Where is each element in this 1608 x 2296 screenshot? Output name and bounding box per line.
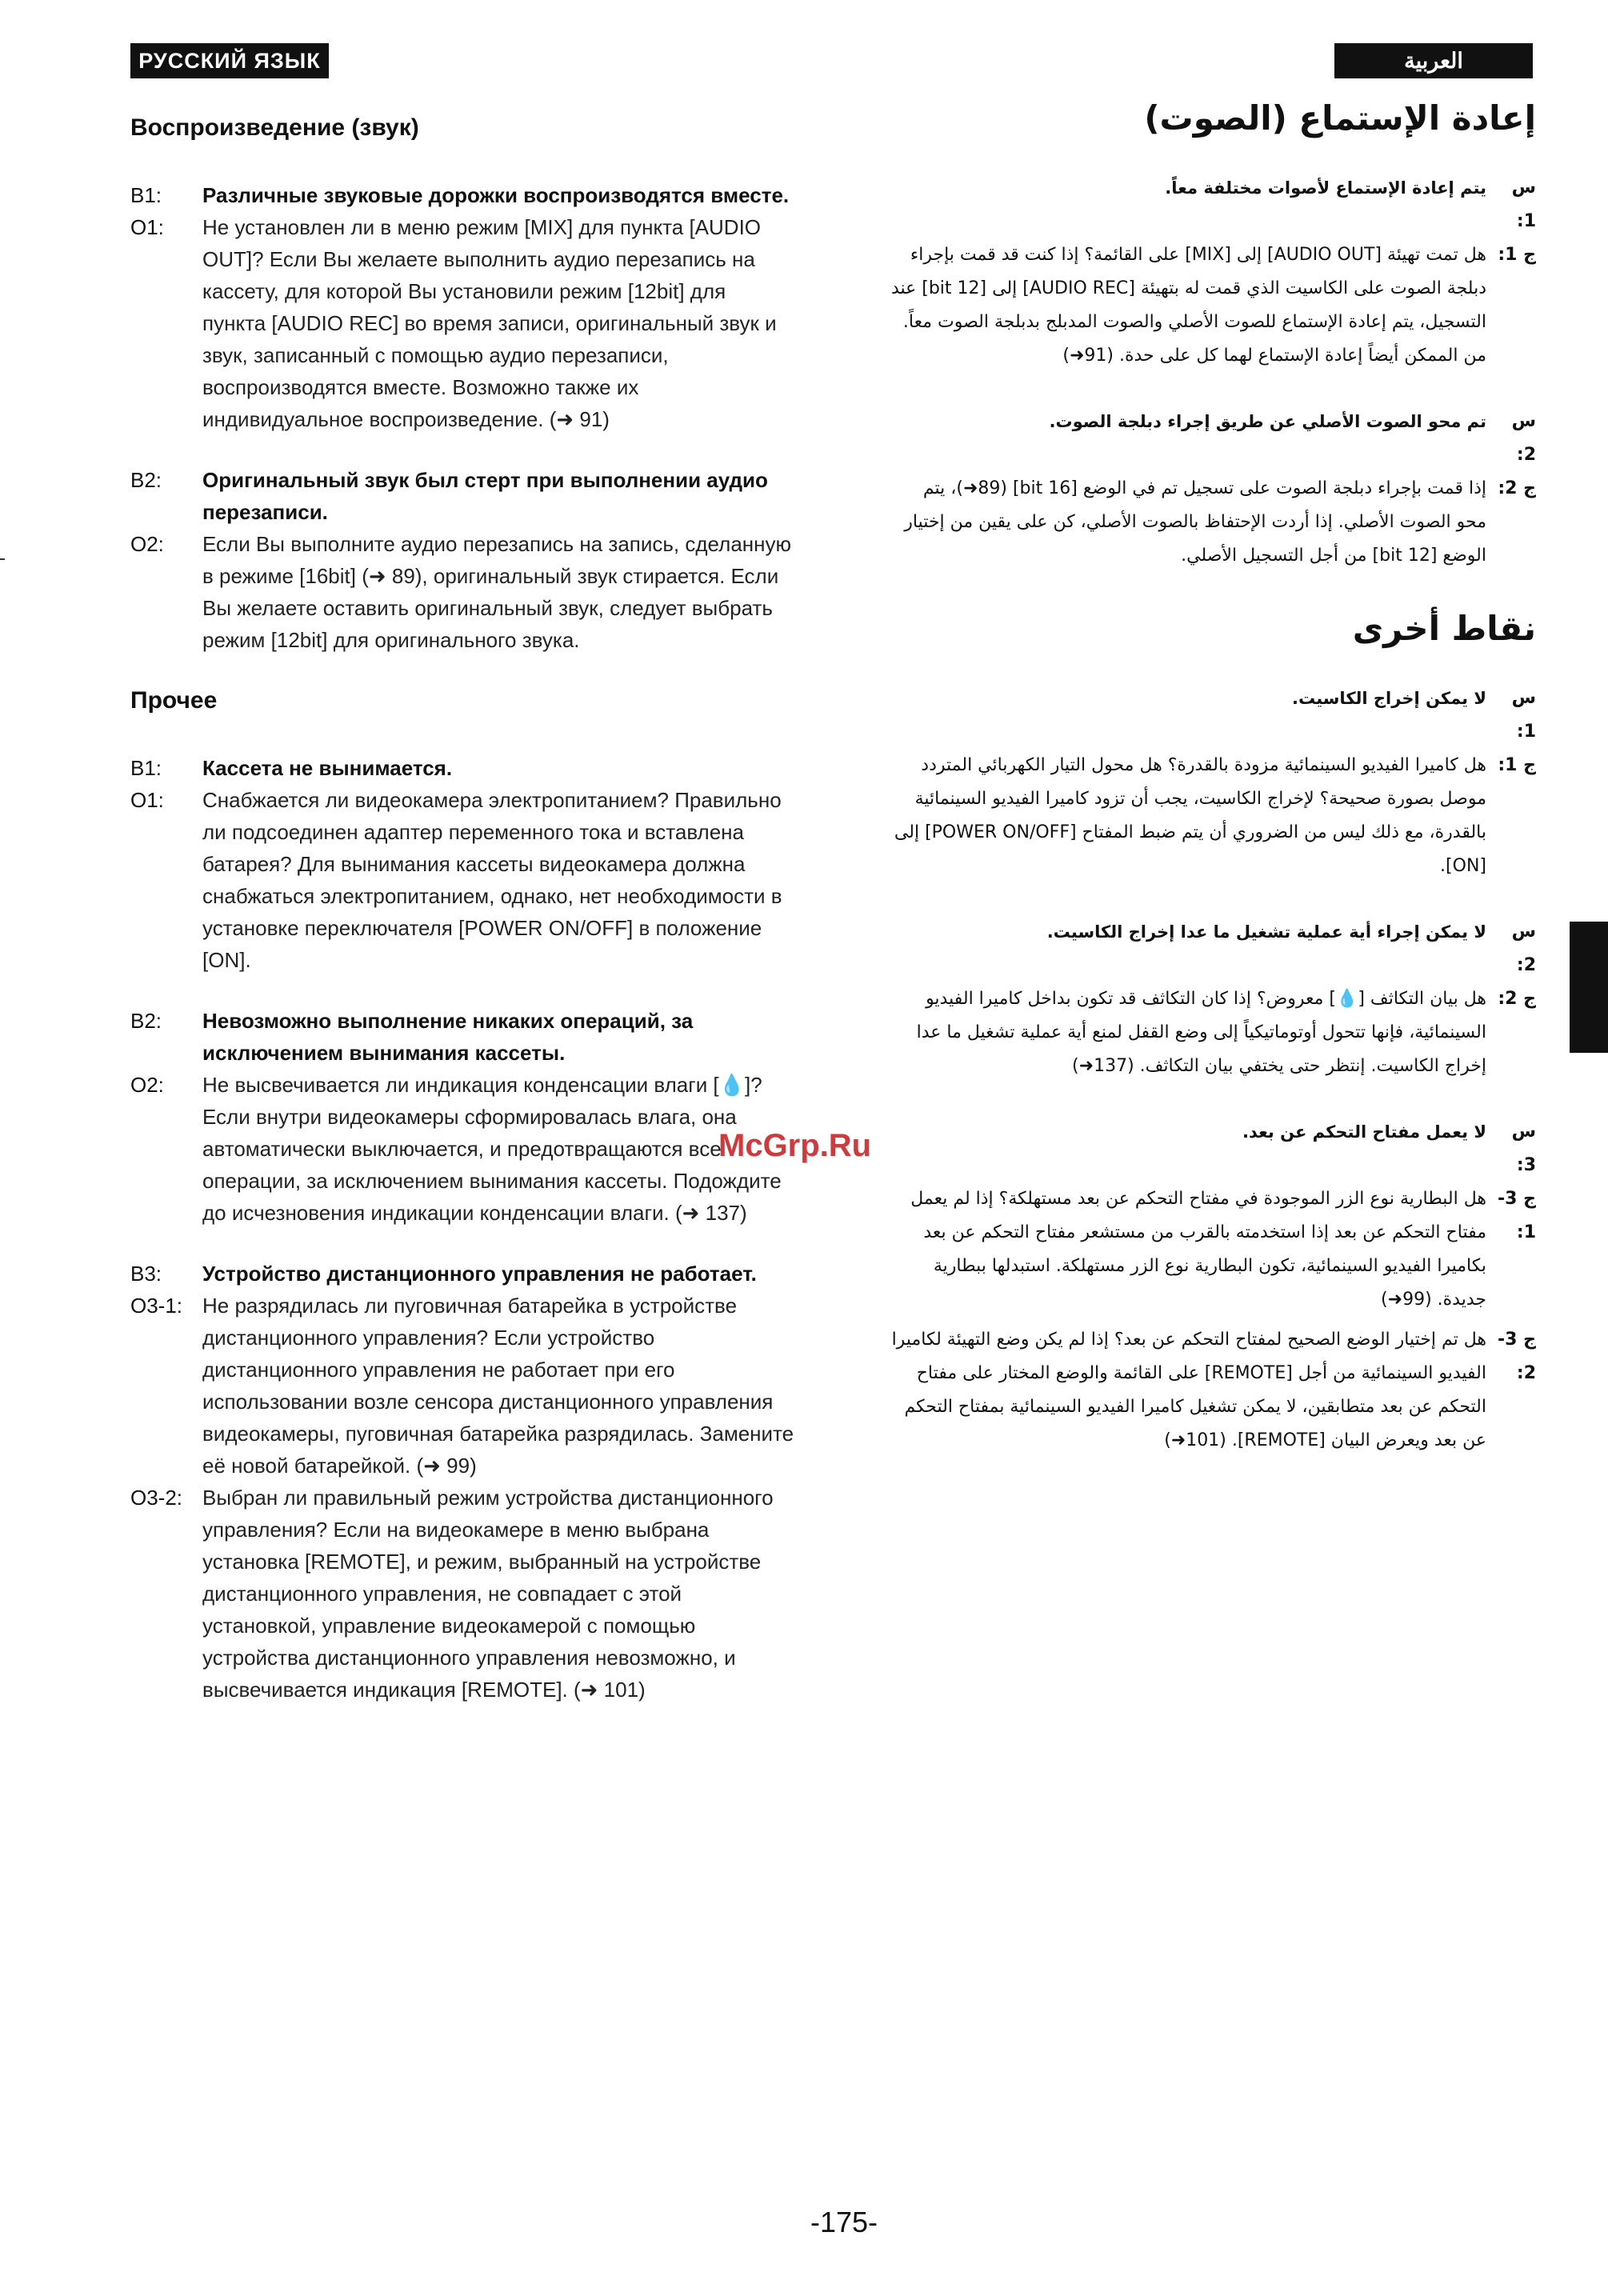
ru-answer-text: Если Вы выполните аудио перезапись на запись, сделанную в режиме [16bit] (➜ 89), оригинальный звук стирается. Если Вы желаете оставить оригинальный звук, следует выбрать режим [12bit] для оригинального звука. (202, 532, 791, 652)
ru-question (130, 1005, 794, 1069)
ru-question (130, 752, 794, 784)
watermark: McGrp.Ru (718, 1128, 872, 1163)
ar-answer-label: ج 3-2: (1498, 1330, 1536, 1383)
ru-question-label: B1: (130, 756, 162, 780)
ru-answer (130, 211, 794, 435)
ru-question-text: Кассета не вынимается. (202, 756, 453, 780)
ar-question-text: لا يمكن إخراج الكاسيت. (1292, 689, 1486, 708)
ru-question-label: B3: (130, 1262, 162, 1286)
ru-answer-label: O1: (130, 788, 164, 812)
ar-answer (888, 982, 1536, 1083)
arabic-column (888, 88, 1536, 1490)
ar-answer (888, 238, 1536, 373)
ar-question-text: لا يعمل مفتاح التحكم عن بعد. (1242, 1122, 1486, 1142)
ar-question-text: لا يمكن إجراء أية عملية تشغيل ما عدا إخراج الكاسيت. (1046, 922, 1486, 942)
ar-question-label: س 1: (1511, 688, 1536, 742)
russian-language-tab: РУССКИЙ ЯЗЫК (130, 43, 329, 78)
ar-answer-label: ج 1: (1498, 245, 1536, 265)
ar-question-label: س 1: (1511, 178, 1536, 231)
ru-question-text: Невозможно выполнение никаких операций, за исключением вынимания кассеты. (202, 1009, 694, 1065)
ru-answer (130, 1482, 794, 1706)
ru-question (130, 1258, 794, 1290)
ar-question (888, 1115, 1536, 1182)
ar-answer-text: إذا قمت بإجراء دبلجة الصوت على تسجيل تم في الوضع [16 bit] (89➜)، يتم محو الصوت الأصلي. إذا أردت الإحتفاظ بالصوت الأصلي، كن على يقين من إختيار الوضع [12 bit] من أجل التسجيل الأصلي. (904, 478, 1486, 566)
ar-question (888, 915, 1536, 982)
ar-answer-text: هل البطارية نوع الزر الموجودة في مفتاح التحكم عن بعد مستهلكة؟ إذا لم يعمل مفتاح التحكم عن بعد إذا استخدمته بالقرب من مستشعر مفتاح التحكم عن بعد بكاميرا الفيديو السينمائية، تكون البطارية نوع الزر مستهلكة. استبدلها ببطارية جديدة. (99➜) (910, 1189, 1486, 1310)
ru-answer-text: Не установлен ли в меню режим [MIX] для пункта [AUDIO OUT]? Если Вы желаете выполнить аудио перезапись на кассету, для которой Вы установили режим [12bit] для пункта [AUDIO REC] во время записи, оригинальный звук и звук, записанный с помощью аудио перезаписи, воспроизводятся вместе. Возможно также их индивидуальное воспроизведение. (➜ 91) (202, 215, 777, 431)
ru-section-title-other: Прочее (130, 687, 218, 714)
ru-answer-label: O2: (130, 532, 164, 556)
ru-answer-text: Не разрядилась ли пуговичная батарейка в устройстве дистанционного управления? Если устройство дистанционного управления не работает при его использовании возле сенсора дистанционного управления видеокамеры, пуговичная батарейка разрядилась. Замените её новой батарейкой. (➜ 99) (202, 1294, 794, 1478)
ru-answer-label: O1: (130, 215, 164, 239)
ru-question (130, 179, 794, 211)
ru-answer (130, 784, 794, 976)
ru-answer-label: O2: (130, 1073, 164, 1097)
ar-question (888, 682, 1536, 749)
ar-answer-label: ج 1: (1498, 755, 1536, 775)
ar-question-text: تم محو الصوت الأصلي عن طريق إجراء دبلجة الصوت. (1049, 412, 1486, 431)
ru-question-text: Оригинальный звук был стерт при выполнении аудио перезаписи. (202, 468, 768, 524)
margin-mark (0, 558, 5, 560)
ru-question-label: B2: (130, 1009, 162, 1033)
russian-column (130, 104, 794, 1734)
ar-answer (888, 1323, 1536, 1458)
ru-answer-text: Снабжается ли видеокамера электропитанием? Правильно ли подсоединен адаптер переменного тока и вставлена батарея? Для вынимания кассеты видеокамера должна снабжаться электропитанием, однако, нет необходимости в установке переключателя [POWER ON/OFF] в положение [ON]. (202, 788, 782, 972)
ar-question (888, 405, 1536, 472)
ar-answer-label: ج 2: (1498, 989, 1536, 1009)
ar-question-label: س 2: (1511, 411, 1536, 465)
ru-answer (130, 1290, 794, 1482)
ar-answer-text: هل تم إختيار الوضع الصحيح لمفتاح التحكم عن بعد؟ إذا لم يكن وضع التهيئة لكاميرا الفيديو السينمائية من أجل [REMOTE] على القائمة والوضع المختار على مفتاح التحكم عن بعد متطابقين، لا يمكن تشغيل كاميرا الفيديو السينمائية بمفتاح التحكم عن بعد ويعرض البيان [REMOTE]. (101➜) (891, 1330, 1486, 1450)
ru-answer-label: O3-1: (130, 1294, 183, 1318)
ar-answer-text: هل كاميرا الفيديو السينمائية مزودة بالقدرة؟ هل محول التيار الكهربائي المتردد موصل بصورة صحيحة؟ لإخراج الكاسيت، يجب أن تزود كاميرا الفيديو السينمائية بالقدرة، مع ذلك ليس من الضروري أن يتم ضبط المفتاح [POWER ON/OFF] إلى [ON]. (894, 755, 1486, 876)
ru-question-text: Различные звуковые дорожки воспроизводятся вместе. (202, 183, 790, 207)
ru-question-label: B1: (130, 183, 162, 207)
ru-answer-label: O3-2: (130, 1486, 183, 1510)
ar-answer-label: ج 2: (1498, 478, 1536, 498)
ru-question-text: Устройство дистанционного управления не работает. (202, 1262, 757, 1286)
ru-section-title-playback-sound: Воспроизведение (звук) (130, 114, 419, 141)
page-number: -175- (810, 2206, 878, 2238)
ar-question-label: س 2: (1511, 922, 1536, 975)
ar-section-title-other: نقاط أخرى (1352, 609, 1536, 648)
ar-question-label: س 3: (1511, 1122, 1536, 1175)
ru-answer (130, 1069, 794, 1229)
ar-answer-text: هل تمت تهيئة [AUDIO OUT] إلى [MIX] على القائمة؟ إذا كنت قد قمت بإجراء دبلجة الصوت على الكاسيت الذي قمت له بتهيئة [AUDIO REC] إلى [12 bit] عند التسجيل، يتم إعادة الإستماع للصوت الأصلي والصوت المدبلج بدبلجة الصوت معاً. من الممكن أيضاً إعادة الإستماع لهما كل على حدة. (91➜) (890, 245, 1486, 366)
ar-answer (888, 749, 1536, 883)
ar-answer (888, 472, 1536, 573)
ru-answer-text: Выбран ли правильный режим устройства дистанционного управления? Если на видеокамере в меню выбрана установка [REMOTE], и режим, выбранный на устройстве дистанционного управления, не совпадает с этой установкой, управление видеокамерой с помощью устройства дистанционного управления невозможно, и высвечивается индикация [REMOTE]. (➜ 101) (202, 1486, 774, 1702)
ar-question-text: يتم إعادة الإستماع لأصوات مختلفة معاً. (1165, 178, 1486, 198)
ru-question (130, 464, 794, 528)
ar-question (888, 171, 1536, 238)
edge-index-tab (1570, 922, 1608, 1053)
ru-question-label: B2: (130, 468, 162, 492)
ar-answer-text: هل بيان التكاثف [💧] معروض؟ إذا كان التكاثف قد تكون بداخل كاميرا الفيديو السينمائية، فإنها تتحول أوتوماتيكياً إلى وضع القفل لمنع أية عملية تشغيل ما عدا إخراج الكاسيت. إنتظر حتى يختفي بيان التكاثف. (137➜) (916, 989, 1486, 1076)
ar-answer (888, 1182, 1536, 1317)
ar-answer-label: ج 3-1: (1498, 1189, 1536, 1242)
arabic-language-tab: العربية (1334, 43, 1533, 78)
ru-answer (130, 528, 794, 656)
ru-answer-text: Не высвечивается ли индикация конденсации влаги [💧]? Если внутри видеокамеры сформировалась влага, она автоматически выключается, и предотвращаются все операции, за исключением вынимания кассеты. Подождите до исчезновения индикации конденсации влаги. (➜ 137) (202, 1073, 782, 1225)
ar-section-title-playback-sound: إعادة الإستماع (الصوت) (1144, 98, 1536, 138)
